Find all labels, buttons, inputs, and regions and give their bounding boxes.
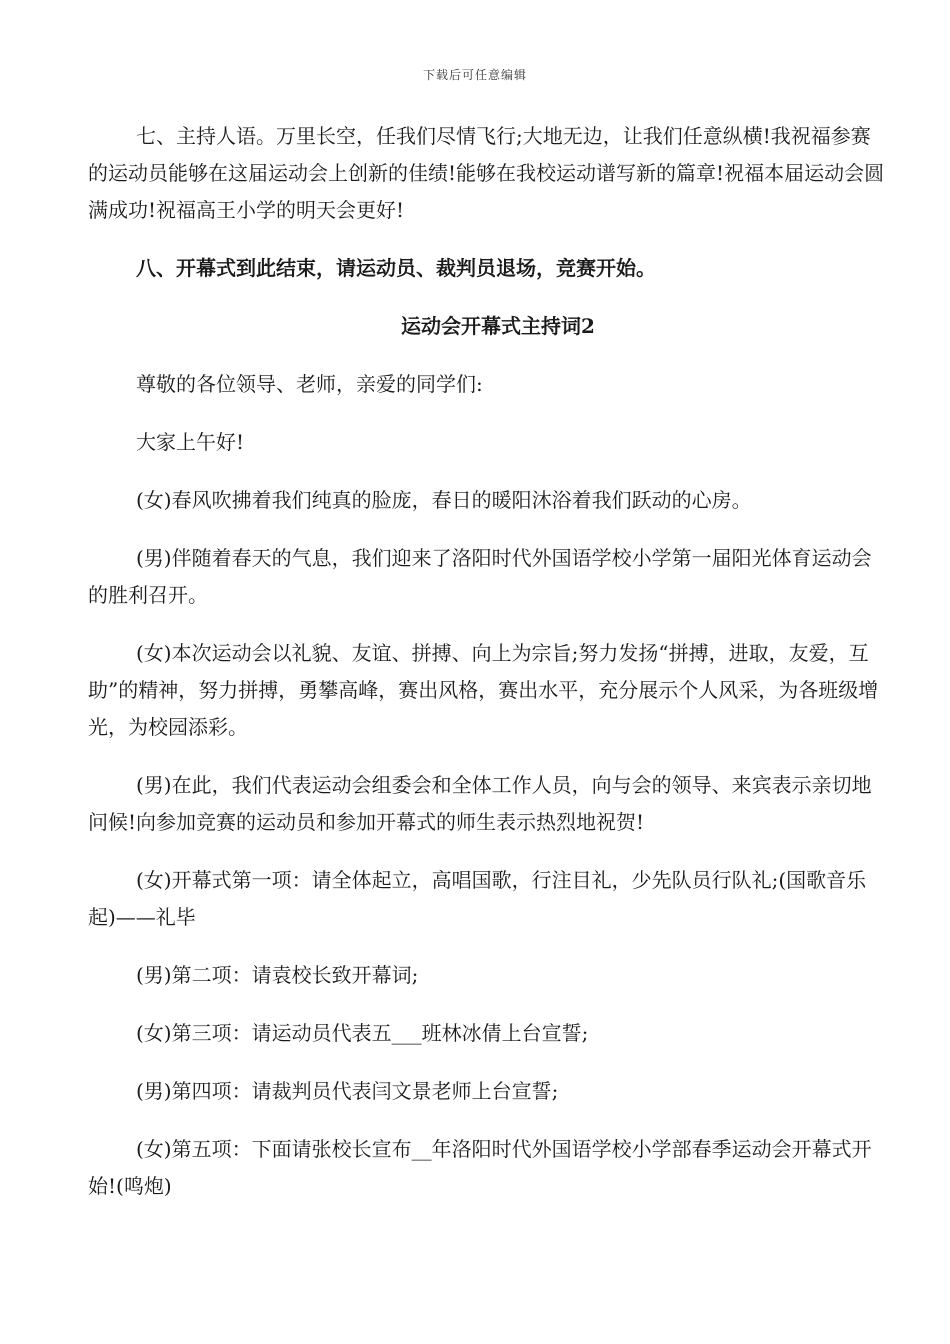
- paragraph-item-two: (男)第二项：请袁校长致开幕词;: [136, 963, 419, 987]
- paragraph-item-four: (男)第四项：请裁判员代表闫文景老师上台宣誓;: [136, 1079, 559, 1103]
- paragraph-opening: (男)伴随着春天的气息，我们迎来了洛阳时代外国语学校小学第一届阳光体育运动会的胜利召开。: [88, 546, 872, 607]
- paragraph-spring-breeze: (女)春风吹拂着我们纯真的脸庞，春日的暖阳沐浴着我们跃动的心房。: [136, 488, 752, 512]
- paragraph-item-five: (女)第五项：下面请张校长宣布__年洛阳时代外国语学校小学部春季运动会开幕式开始!(鸣炮): [88, 1137, 872, 1198]
- paragraph-ceremony-end: 八、开幕式到此结束，请运动员、裁判员退场，竞赛开始。: [136, 256, 656, 280]
- section-title: 运动会开幕式主持词2: [401, 314, 595, 338]
- paragraph-item-three: (女)第三项：请运动员代表五___班林冰倩上台宣誓;: [136, 1021, 589, 1045]
- paragraph-item-one: (女)开幕式第一项：请全体起立，高唱国歌，行注目礼，少先队员行队礼;(国歌音乐起)——礼毕: [88, 868, 867, 929]
- paragraph-greetings-guests: (男)在此，我们代表运动会组委会和全体工作人员，向与会的领导、来宾表示亲切地问候!向参加竞赛的运动员和参加开幕式的师生表示热烈地祝贺!: [88, 773, 872, 834]
- header-note: 下载后可任意编辑: [422, 68, 527, 82]
- paragraph-host-closing: 七、主持人语。万里长空，任我们尽情飞行;大地无边，让我们任意纵横!我祝福参赛的运动员能够在这届运动会上创新的佳绩!能够在我校运动谱写新的篇章!祝福本届运动会圆满成功!祝福高王小学的明天会更好!: [88, 124, 885, 222]
- paragraph-greeting: 尊敬的各位领导、老师，亲爱的同学们:: [136, 372, 483, 396]
- document-body: [88, 118, 888, 1226]
- paragraph-purpose: (女)本次运动会以礼貌、友谊、拼搏、向上为宗旨;努力发扬“拼搏，进取，友爱，互助”的精神，努力拼搏，勇攀高峰，赛出风格，赛出水平，充分展示个人风采，为各班级增光，为校园添彩。: [88, 641, 879, 739]
- paragraph-good-morning: 大家上午好!: [136, 430, 245, 454]
